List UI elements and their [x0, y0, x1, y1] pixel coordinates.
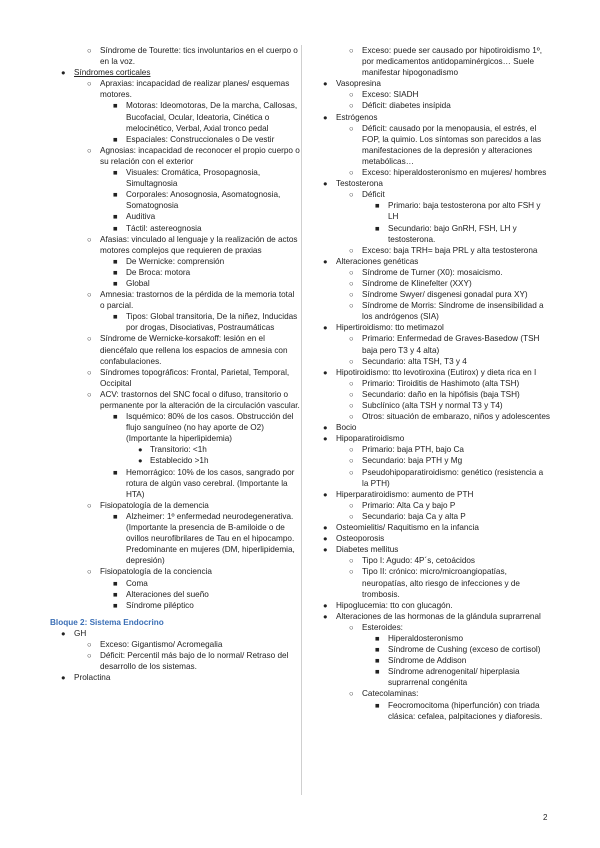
left-outline — [50, 45, 300, 683]
bullet-icon: ■ — [375, 223, 380, 233]
list-item-text: Síndromes topográficos: Frontal, Parietal, Temporal, Occipital — [100, 367, 290, 388]
list-item — [312, 256, 550, 267]
list-item — [312, 688, 550, 699]
list-item — [312, 267, 550, 278]
list-item-text: Primario: Tiroiditis de Hashimoto (alta TSH) — [362, 378, 520, 388]
bullet-icon: ■ — [113, 101, 118, 111]
list-item-text: Hipoglucemia: tto con glucagón. — [336, 600, 453, 610]
list-item — [312, 511, 550, 522]
list-item-text: Síndrome de Turner (X0): mosaicismo. — [362, 267, 503, 277]
list-item-text: Diabetes mellitus — [336, 545, 399, 555]
list-item-text: Tipo I: Agudo: 4P´s, cetoácidos — [362, 556, 476, 566]
bullet-icon: ○ — [349, 401, 354, 410]
bullet-icon: ■ — [113, 278, 118, 288]
bullet-icon: ○ — [87, 567, 92, 577]
list-item — [312, 178, 550, 189]
list-item — [50, 45, 300, 67]
list-item-text: Testosterona — [336, 179, 383, 189]
bullet-icon: ● — [138, 456, 143, 466]
list-item-text: Secundario: alta TSH, T3 y 4 — [362, 356, 467, 366]
list-item — [312, 378, 550, 389]
bullet-icon: ○ — [349, 101, 354, 111]
bullet-icon: ○ — [349, 567, 354, 577]
bullet-icon: ■ — [375, 667, 380, 677]
list-item-text: Subclínico (alta TSH y normal T3 y T4) — [362, 401, 503, 410]
list-item-text: Catecolaminas: — [362, 689, 419, 699]
list-item-text: Síndrome de Morris: Síndrome de insensibilidad a los andrógenos (SIA) — [362, 301, 544, 322]
list-item — [312, 600, 550, 611]
list-item-text: Amnesia: trastornos de la pérdida de la memoria total o parcial. — [100, 290, 295, 311]
list-item-text: ACV: trastornos del SNC focal o difuso, transitorio o permanente por la alteración de la circulación vascular. — [100, 389, 300, 410]
list-item — [312, 322, 550, 333]
bullet-icon: ■ — [113, 168, 118, 178]
list-item-text: Secundario: bajo GnRH, FSH, LH y testosterona. — [388, 223, 517, 244]
list-item — [312, 245, 550, 256]
bullet-icon: ○ — [349, 412, 354, 422]
list-item-text: Pseudohipoparatiroidismo: genético (resistencia a la PTH) — [362, 467, 544, 488]
bullet-icon: ■ — [113, 267, 118, 277]
list-item — [50, 511, 300, 566]
bullet-icon: ● — [323, 534, 328, 544]
bullet-icon: ■ — [113, 412, 118, 422]
list-item-text: Osteoporosis — [336, 534, 385, 544]
bullet-icon: ● — [323, 611, 328, 621]
list-item-text: Primario: baja PTH, bajo Ca — [362, 445, 464, 455]
bullet-icon: ● — [61, 628, 66, 638]
list-item-text: Hipotiroidismo: tto levotiroxina (Eutirox) y dieta rica en I — [336, 367, 537, 377]
list-item — [50, 211, 300, 222]
list-item — [312, 167, 550, 178]
bullet-icon: ■ — [375, 700, 380, 710]
list-item — [50, 367, 300, 389]
bullet-icon: ■ — [375, 201, 380, 211]
list-item-text: Auditiva — [126, 212, 156, 222]
list-item — [50, 234, 300, 256]
list-item — [312, 633, 550, 644]
list-item — [312, 455, 550, 466]
list-item — [50, 256, 300, 267]
list-item — [50, 223, 300, 234]
list-item — [312, 655, 550, 666]
bullet-icon: ■ — [113, 467, 118, 477]
column-divider — [301, 45, 302, 795]
bullet-icon: ■ — [113, 212, 118, 222]
list-item-text: Transitorio: <1h — [150, 445, 207, 455]
bullet-icon: ○ — [87, 639, 92, 649]
list-item-text: Déficit: diabetes insípida — [362, 101, 451, 111]
list-item-text: Fisiopatología de la conciencia — [100, 567, 212, 577]
bullet-icon: ● — [323, 600, 328, 610]
bullet-icon: ● — [323, 545, 328, 555]
list-item — [50, 444, 300, 455]
list-item — [312, 78, 550, 89]
list-item-text: Corporales: Anosognosia, Asomatognosia, Somatognosia — [126, 190, 281, 211]
list-item-text: Visuales: Cromática, Prosopagnosia, Simultagnosia — [126, 168, 261, 189]
list-item-text: Exceso: hiperaldosteronismo en mujeres/ hombres — [362, 168, 547, 178]
list-item — [312, 522, 550, 533]
bullet-icon: ● — [323, 323, 328, 333]
list-item-text: Secundario: baja PTH y Mg — [362, 456, 463, 466]
list-item — [50, 278, 300, 289]
list-item-text: Primario: baja testosterona por alto FSH y LH — [388, 201, 541, 222]
list-item — [50, 167, 300, 189]
bullet-icon: ● — [323, 367, 328, 377]
bullet-icon: ○ — [87, 234, 92, 244]
bullet-icon: ○ — [87, 145, 92, 155]
bullet-icon: ○ — [87, 651, 92, 661]
list-item — [312, 356, 550, 367]
list-item — [312, 100, 550, 111]
list-item-text: Espaciales: Construccionales o De vestir — [126, 134, 275, 144]
list-item-text: Primario: Alta Ca y bajo P — [362, 500, 456, 510]
list-item-text: Osteomielitis/ Raquitismo en la infancia — [336, 523, 479, 533]
list-item-text: De Broca: motora — [126, 267, 191, 277]
list-item — [50, 672, 300, 683]
list-item-text: Exceso: puede ser causado por hipotiroidismo 1º, por medicamentos antidopaminérgicos… Suele manifestar hipogonadismo — [362, 46, 543, 78]
list-item-text: Fisiopatología de la demencia — [100, 500, 209, 510]
list-item-text: Isquémico: 80% de los casos. Obstrucción del flujo sanguíneo (no hay aporte de O2) (Importante la hiperlipidemia) — [126, 412, 294, 444]
bullet-icon: ● — [323, 434, 328, 444]
list-item — [312, 333, 550, 355]
bullet-icon: ● — [61, 68, 66, 78]
bullet-icon: ○ — [349, 467, 354, 477]
list-item — [312, 300, 550, 322]
list-item — [312, 500, 550, 511]
bullet-icon: ■ — [113, 256, 118, 266]
list-item-text: Hiperparatiroidismo: aumento de PTH — [336, 489, 474, 499]
list-item — [50, 411, 300, 444]
list-item — [50, 333, 300, 366]
list-item-text: Prolactina — [74, 673, 111, 683]
list-item — [312, 666, 550, 688]
left-column — [50, 45, 300, 683]
bullet-icon: ○ — [349, 168, 354, 178]
list-item — [312, 189, 550, 200]
list-item — [50, 267, 300, 278]
bullet-icon: ○ — [349, 245, 354, 255]
list-item-text: Vasopresina — [336, 79, 381, 89]
bullet-icon: ■ — [375, 656, 380, 666]
list-item-text: Síndrome de Addison — [388, 656, 467, 666]
bullet-icon: ○ — [349, 334, 354, 344]
list-item-text: Alteraciones del sueño — [126, 589, 209, 599]
page-number: 2 — [543, 813, 548, 822]
bullet-icon: ■ — [113, 511, 118, 521]
bullet-icon: ■ — [375, 645, 380, 655]
list-item — [312, 489, 550, 500]
list-item — [50, 100, 300, 133]
bullet-icon: ● — [323, 523, 328, 533]
right-column — [312, 45, 550, 722]
list-item-text: Bocio — [336, 423, 357, 433]
section-heading-text: Bloque 2: Sistema Endocrino — [50, 617, 164, 627]
bullet-icon: ● — [323, 489, 328, 499]
list-item-text: Síndrome de Cushing (exceso de cortisol) — [388, 645, 541, 655]
list-item-text: Déficit: causado por la menopausia, el estrés, el FOP, la quimio. Los síntomas son parecidos a las manifestaciones de la depresión y alteraciones metabólicas… — [362, 123, 542, 166]
list-item-text: Exceso: Gigantismo/ Acromegalia — [100, 639, 223, 649]
list-item-text: Hipertiroidismo: tto metimazol — [336, 323, 444, 333]
list-item-text: Agnosias: incapacidad de reconocer el propio cuerpo o su relación con el exterior — [100, 145, 300, 166]
list-item-text: Feocromocitoma (hiperfunción) con triada clásica: cefalea, palpitaciones y diaforesis. — [388, 700, 543, 721]
right-outline — [312, 45, 550, 722]
list-item — [50, 650, 300, 672]
list-item-text: Tipo II: crónico: micro/microangiopatías, neuropatías, alto riesgo de infecciones y de trombosis. — [362, 567, 520, 599]
bullet-icon: ○ — [349, 445, 354, 455]
list-item — [312, 644, 550, 655]
list-item — [312, 367, 550, 378]
list-item — [312, 400, 550, 411]
bullet-icon: ■ — [113, 312, 118, 322]
list-item — [50, 589, 300, 600]
list-item — [312, 700, 550, 722]
bullet-icon: ● — [138, 445, 143, 455]
bullet-icon: ○ — [349, 622, 354, 632]
bullet-icon: ○ — [349, 456, 354, 466]
section-heading — [50, 617, 300, 628]
bullet-icon: ○ — [349, 389, 354, 399]
list-item — [50, 455, 300, 466]
list-item-text: GH — [74, 628, 87, 638]
list-item-text: Síndrome de Klinefelter (XXY) — [362, 278, 472, 288]
bullet-icon: ■ — [113, 578, 118, 588]
list-item — [50, 78, 300, 100]
bullet-icon: ○ — [349, 500, 354, 510]
list-item-text: Hemorrágico: 10% de los casos, sangrado por rotura de algún vaso cerebral. (Importante la HTA) — [126, 467, 295, 499]
bullet-icon: ● — [323, 179, 328, 189]
bullet-icon: ○ — [349, 511, 354, 521]
list-item — [50, 500, 300, 511]
list-item — [50, 145, 300, 167]
bullet-icon: ○ — [349, 556, 354, 566]
list-item — [312, 444, 550, 455]
list-item — [312, 555, 550, 566]
bullet-icon: ○ — [87, 79, 92, 89]
list-item-text: Síndrome de Tourette: tics involuntarios en el cuerpo o en la voz. — [100, 46, 298, 67]
bullet-icon: ■ — [113, 134, 118, 144]
bullet-icon: ○ — [349, 190, 354, 200]
list-item — [50, 311, 300, 333]
bullet-icon: ● — [61, 673, 66, 683]
list-item-text: De Wernicke: comprensión — [126, 256, 225, 266]
list-item — [312, 45, 550, 78]
bullet-icon: ○ — [349, 301, 354, 311]
list-item-text: Motoras: Ideomotoras, De la marcha, Callosas, Bucofacial, Ocular, Ideatoria, Cinética o melocinético, Verbal, Axial tronco pedal — [126, 101, 298, 133]
bullet-icon: ○ — [349, 278, 354, 288]
list-item-text: Secundario: daño en la hipófisis (baja TSH) — [362, 389, 520, 399]
list-item-text: Hipoparatiroidismo — [336, 434, 405, 444]
list-item-text: Alzheimer: 1º enfermedad neurodegenerativa. (Importante la presencia de B-amiloide o de ovillos neurofibrilares de Tau en el hipocampo. Predominante en mujeres (DM, hiperlipidemia, depresión) — [126, 511, 295, 566]
bullet-icon: ■ — [113, 223, 118, 233]
list-item — [312, 611, 550, 622]
list-item — [50, 289, 300, 311]
list-item — [312, 278, 550, 289]
bullet-icon: ■ — [375, 633, 380, 643]
list-item-text: Déficit: Percentil más bajo de lo normal/ Retraso del desarrollo de los sistemas. — [100, 651, 289, 672]
list-item-text: Alteraciones de las hormonas de la glándula suprarrenal — [336, 611, 541, 621]
list-item-text: Táctil: astereognosia — [126, 223, 202, 233]
bullet-icon: ■ — [113, 190, 118, 200]
bullet-icon: ○ — [87, 389, 92, 399]
list-item-text: Esteroides: — [362, 622, 403, 632]
bullet-icon: ○ — [349, 356, 354, 366]
list-item — [312, 123, 550, 167]
list-item — [312, 422, 550, 433]
bullet-icon: ○ — [87, 500, 92, 510]
list-item — [312, 566, 550, 599]
bullet-icon: ○ — [349, 90, 354, 100]
list-item-text: Global — [126, 278, 150, 288]
list-item — [50, 389, 300, 411]
list-item-text: Síndrome de Wernicke-korsakoff: lesión en el diencéfalo que rellena los espacios de amnesia con confabulaciones. — [100, 334, 288, 366]
bullet-icon: ○ — [87, 290, 92, 300]
list-item-text: Síndromes corticales — [74, 68, 151, 78]
list-item — [312, 223, 550, 245]
list-item — [50, 189, 300, 211]
bullet-icon: ■ — [113, 600, 118, 610]
list-item-text: Afasias: vinculado al lenguaje y la realización de actos motores complejos que requieren de praxias — [100, 234, 298, 255]
list-item-text: Síndrome Swyer/ disgenesi gonadal pura XY) — [362, 290, 528, 300]
list-item — [312, 89, 550, 100]
list-item — [312, 389, 550, 400]
list-item — [312, 622, 550, 633]
list-item — [312, 467, 550, 489]
list-item — [50, 67, 300, 78]
list-item-text: Hiperaldosteronismo — [388, 633, 464, 643]
list-item-text: Exceso: SIADH — [362, 90, 419, 100]
list-item-text: Síndrome adrenogenital/ hiperplasia suprarrenal congénita — [388, 667, 520, 688]
bullet-icon: ○ — [349, 267, 354, 277]
list-item-text: Secundario: baja Ca y alta P — [362, 511, 466, 521]
bullet-icon: ○ — [87, 46, 92, 55]
bullet-icon: ● — [323, 112, 328, 122]
list-item-text: Estrógenos — [336, 112, 378, 122]
bullet-icon: ○ — [349, 378, 354, 388]
list-item-text: Síndrome piléptico — [126, 600, 194, 610]
list-item-text: Otros: situación de embarazo, niños y adolescentes — [362, 412, 550, 422]
bullet-icon: ○ — [349, 290, 354, 300]
bullet-icon: ● — [323, 256, 328, 266]
list-item-text: Primario: Enfermedad de Graves-Basedow (TSH baja pero T3 y 4 alta) — [362, 334, 540, 355]
list-item-text: Alteraciones genéticas — [336, 256, 419, 266]
list-item-text: Apraxias: incapacidad de realizar planes/ esquemas motores. — [100, 79, 290, 100]
bullet-icon: ○ — [349, 689, 354, 699]
list-item — [312, 544, 550, 555]
list-item — [312, 112, 550, 123]
bullet-icon: ■ — [113, 589, 118, 599]
list-item — [312, 411, 550, 422]
list-item — [312, 289, 550, 300]
list-item-text: Déficit — [362, 190, 385, 200]
list-item-text: Exceso: baja TRH= baja PRL y alta testosterona — [362, 245, 538, 255]
list-item-text: Establecido >1h — [150, 456, 209, 466]
bullet-icon: ● — [323, 79, 328, 89]
bullet-icon: ○ — [349, 46, 354, 55]
list-item — [50, 600, 300, 611]
list-item — [50, 639, 300, 650]
list-item — [50, 134, 300, 145]
bullet-icon: ○ — [87, 367, 92, 377]
bullet-icon: ● — [323, 423, 328, 433]
list-item-text: Coma — [126, 578, 148, 588]
list-item — [50, 566, 300, 577]
list-item-text: Tipos: Global transitoria, De la niñez, Inducidas por drogas, Disociativas, Postraumáticas — [126, 312, 298, 333]
list-item — [50, 628, 300, 639]
list-item — [312, 433, 550, 444]
list-item — [312, 200, 550, 222]
bullet-icon: ○ — [349, 123, 354, 133]
list-item — [312, 533, 550, 544]
list-item — [50, 467, 300, 500]
list-item — [50, 578, 300, 589]
bullet-icon: ○ — [87, 334, 92, 344]
